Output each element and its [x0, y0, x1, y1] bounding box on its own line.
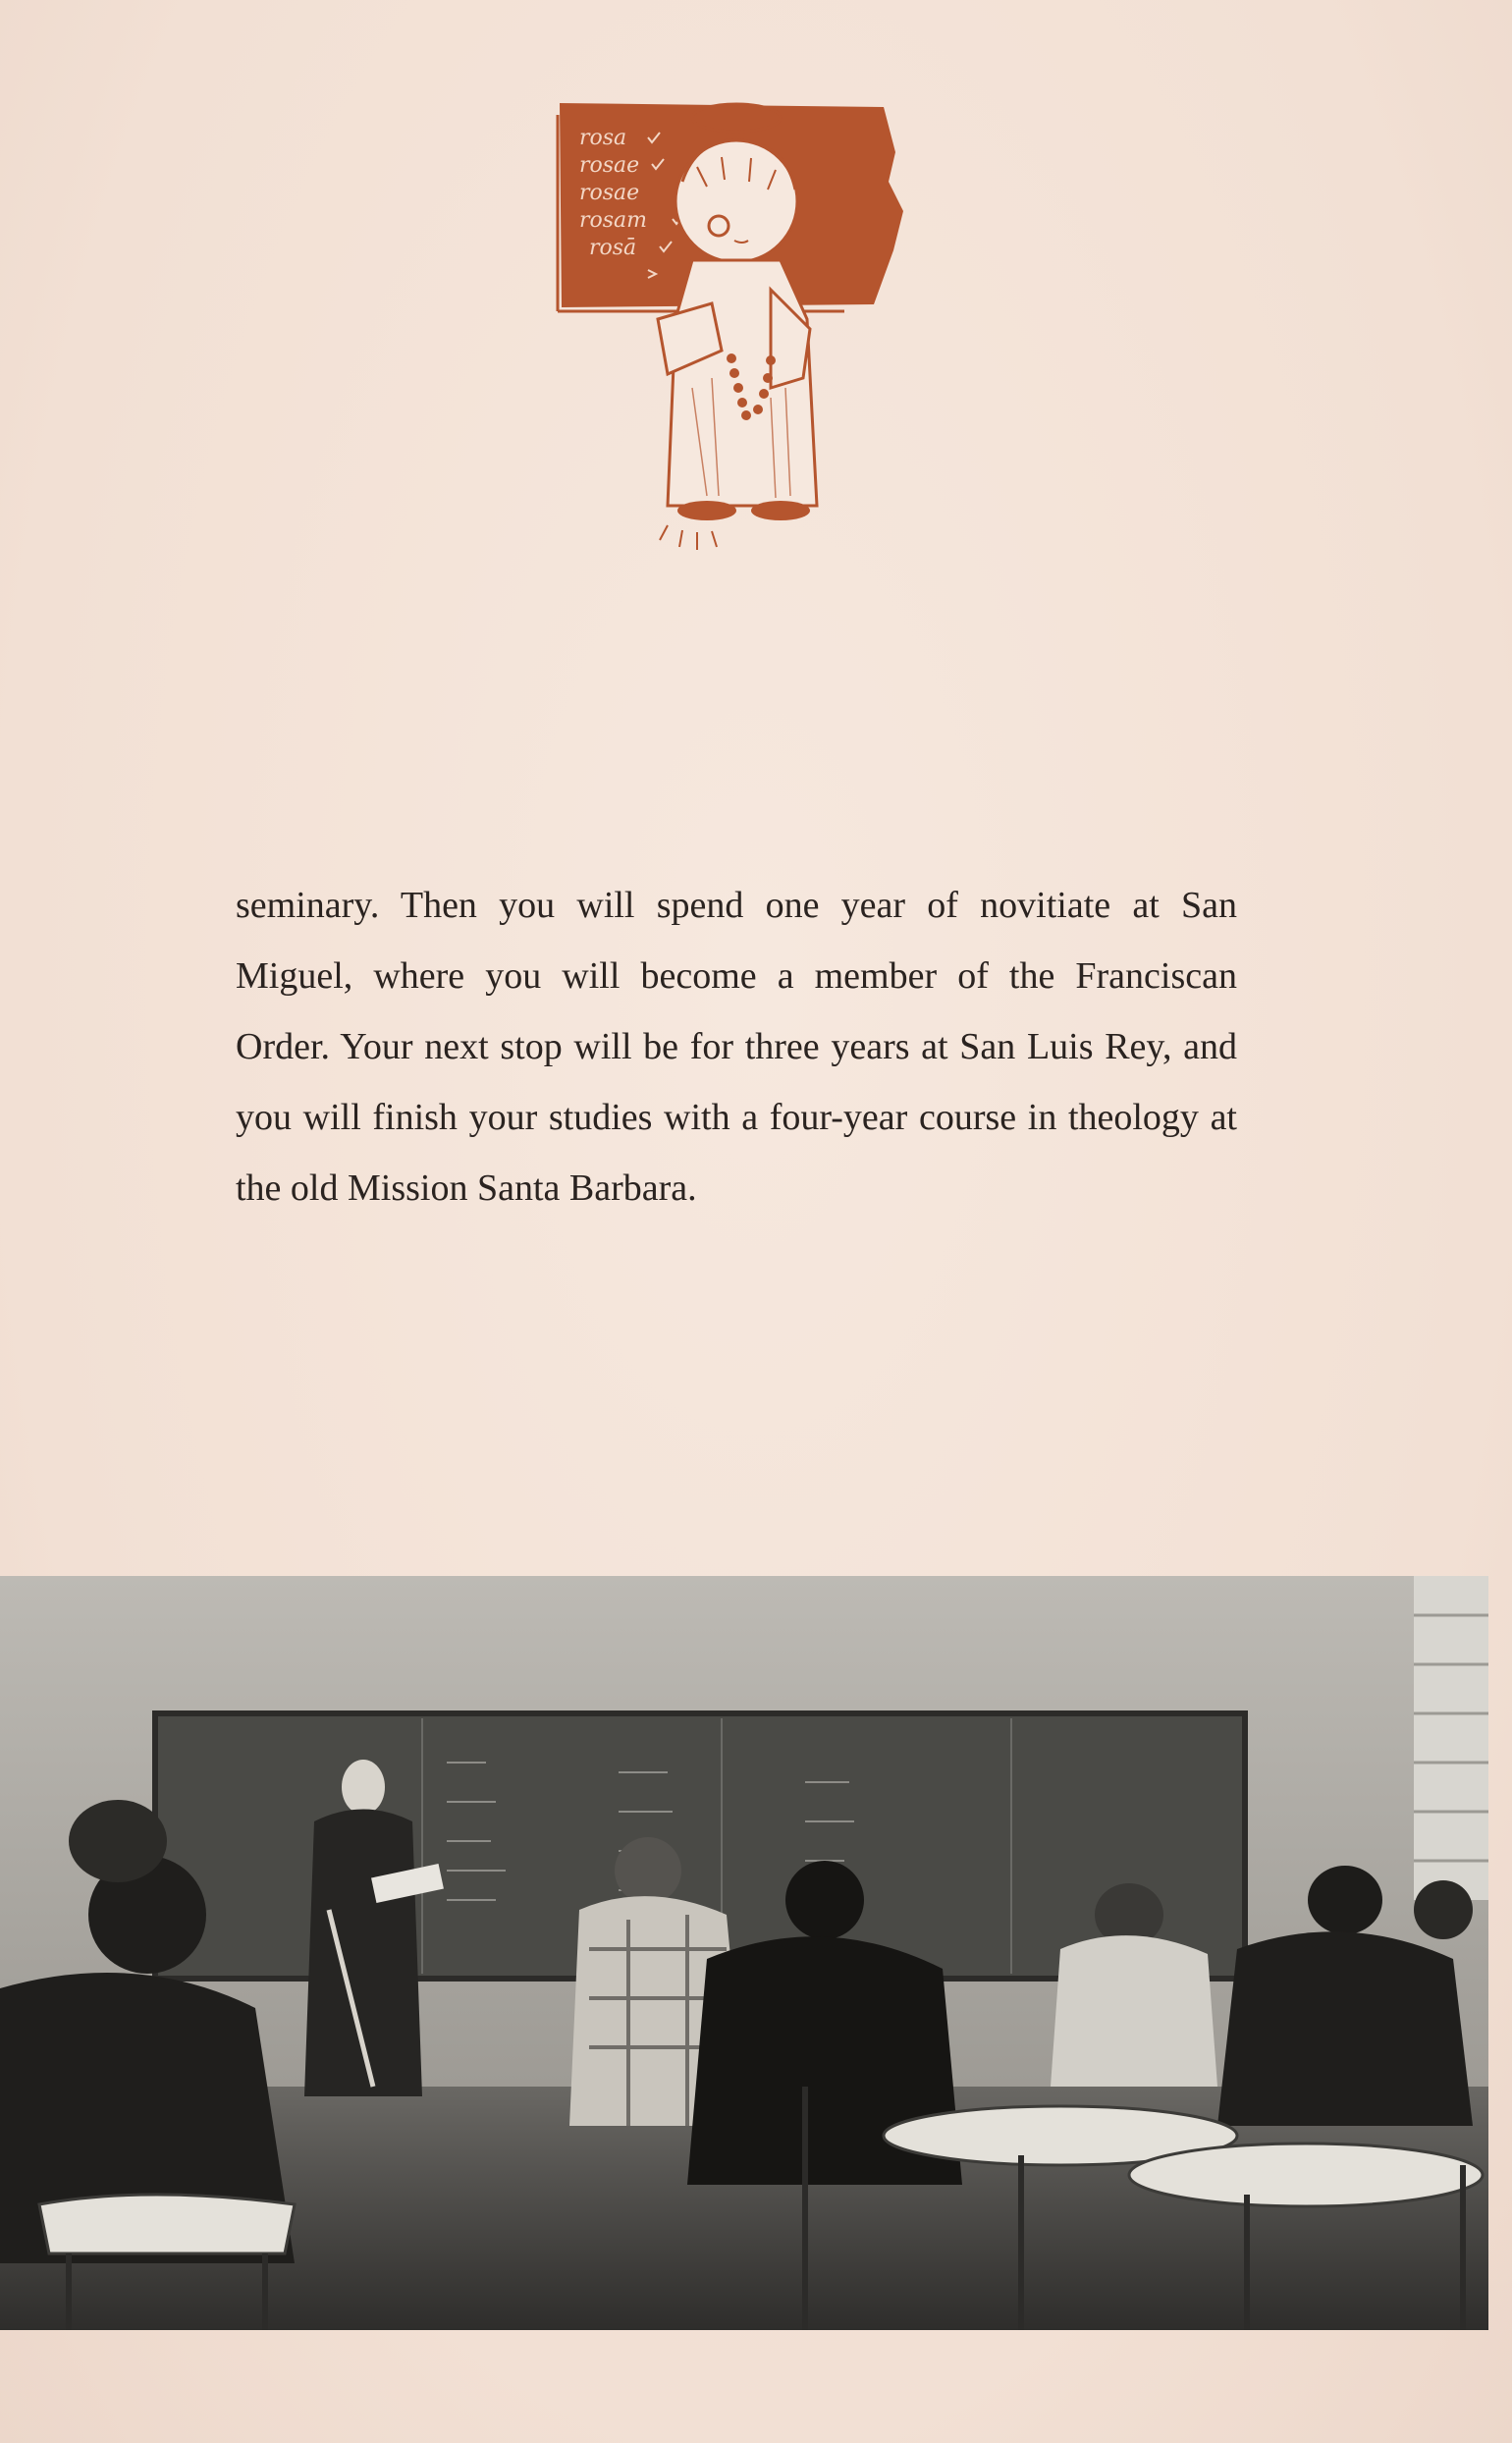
body-paragraph [236, 870, 1237, 1223]
left-foot-shape [677, 501, 736, 520]
chalk-line-1: rosa [579, 126, 627, 150]
habit-shape [668, 260, 817, 506]
chalk-line-5: rosā [589, 236, 637, 260]
classroom-photo [0, 1576, 1488, 2330]
body-paragraph-text: seminary. Then you will spend one year of novitiate at San Miguel, where you will become a member of the Franciscan Order. Your next stop will be for three years at San Luis Rey, and you will finish your studies with a four-year course in theology at the old Mission Santa Barbara. [236, 885, 1237, 1209]
friar-student-illustration [550, 93, 923, 604]
chalk-line-3: rosae [579, 181, 640, 205]
right-foot-shape [751, 501, 810, 520]
chalk-line-2: rosae [579, 153, 640, 178]
chalk-line-4: rosam [579, 208, 648, 233]
